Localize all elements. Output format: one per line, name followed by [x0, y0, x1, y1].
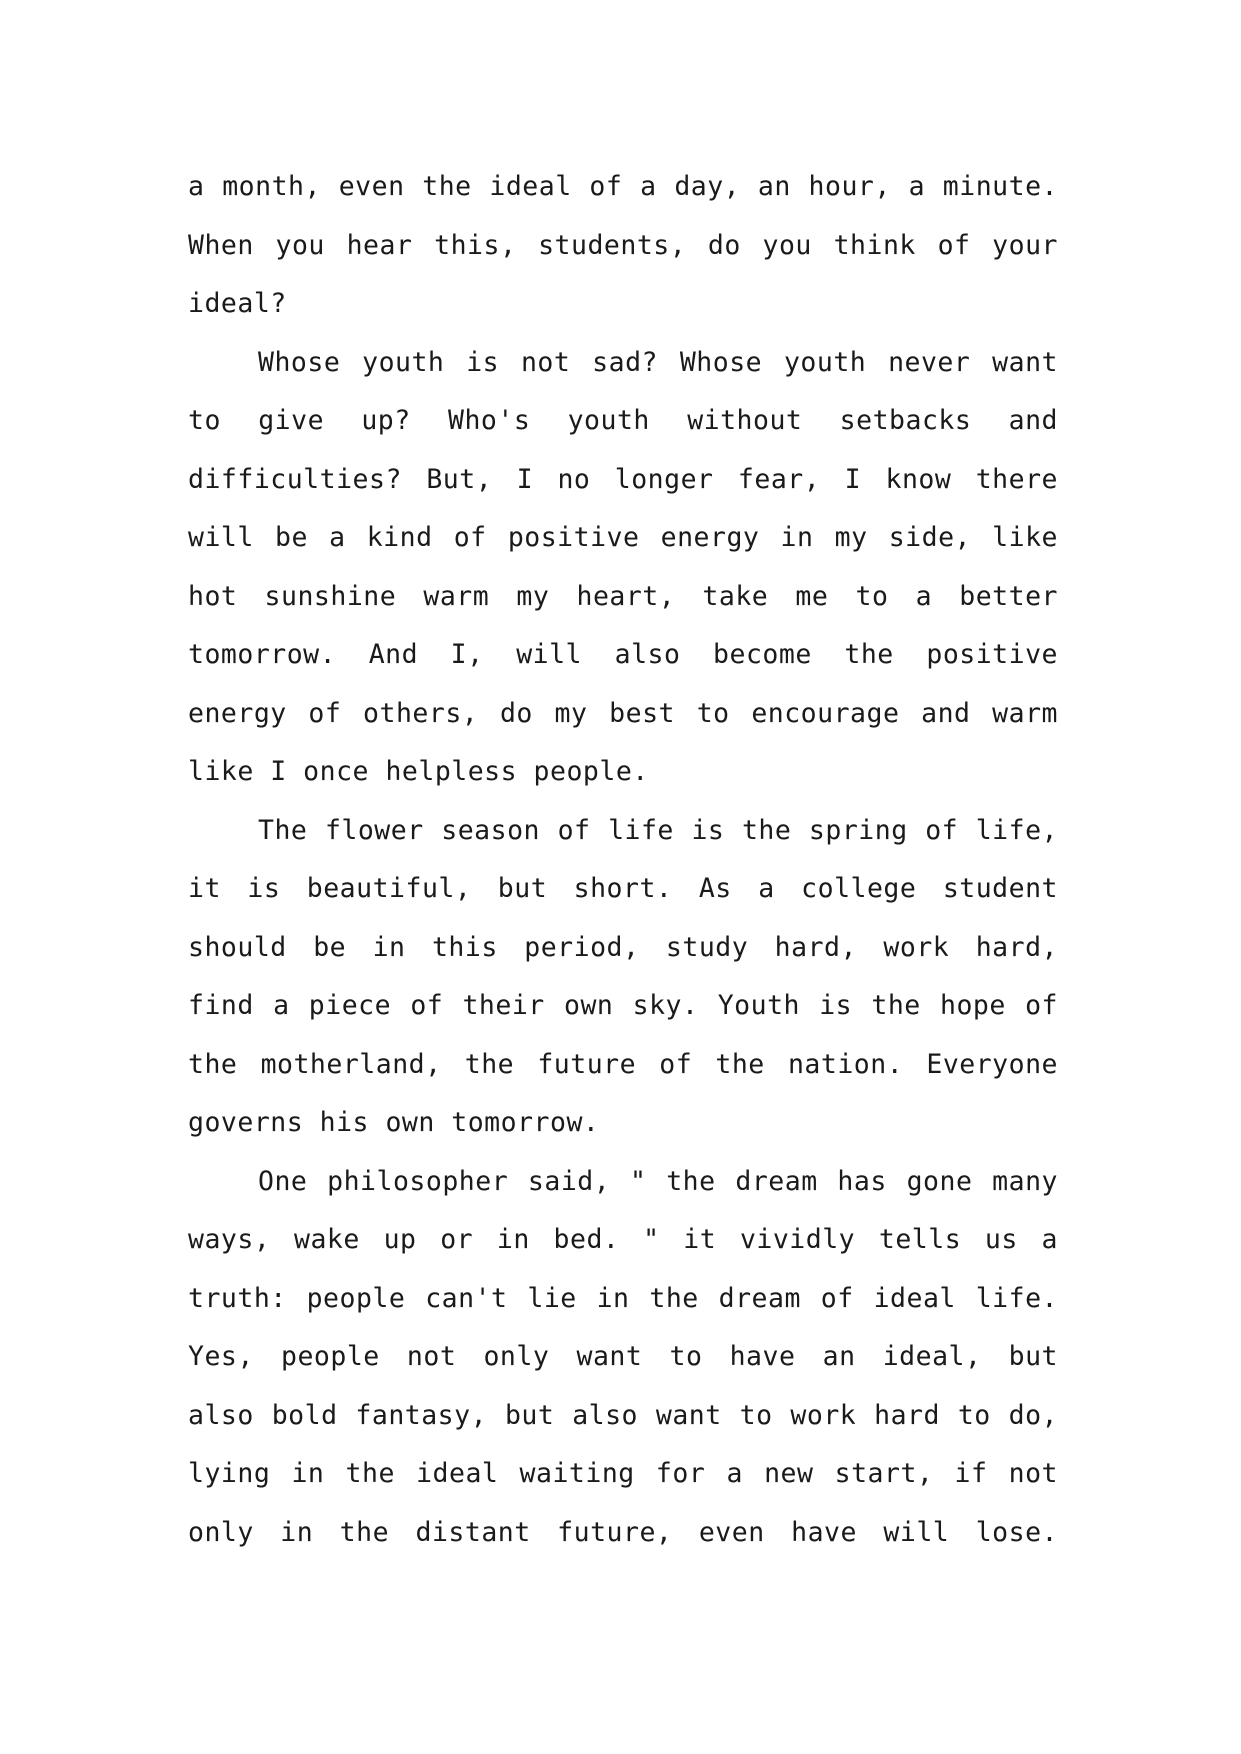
text-line: energy of others, do my best to encourage and warm [188, 697, 1058, 729]
text-line: will be a kind of positive energy in my side, like [188, 522, 1058, 553]
text-line: only in the distant future, even have will lose. [188, 1516, 1058, 1548]
text-line: also bold fantasy, but also want to work hard to do, [188, 1399, 1058, 1431]
text-line: should be in this period, study hard, work hard, [188, 931, 1058, 963]
text-line: difficulties? But, I no longer fear, I know there [188, 463, 1058, 495]
text-line: ways, wake up or in bed. " it vividly tells us a [188, 1224, 1058, 1255]
text-line: the motherland, the future of the nation. Everyone [188, 1048, 1058, 1080]
paragraph-first-line: The flower season of life is the spring of life, [258, 814, 1058, 846]
paragraph-first-line: Whose youth is not sad? Whose youth never want [258, 346, 1058, 378]
text-line: tomorrow. And I, will also become the positive [188, 639, 1058, 670]
text-line: a month, even the ideal of a day, an hour, a minute. [188, 171, 1058, 202]
text-line: When you hear this, students, do you think of your [188, 229, 1058, 261]
text-line: ideal? [188, 288, 287, 319]
text-line: it is beautiful, but short. As a college student [188, 873, 1058, 904]
text-line: to give up? Who's youth without setbacks and [188, 405, 1058, 436]
text-line: truth: people can't lie in the dream of ideal life. [188, 1282, 1058, 1314]
text-line: hot sunshine warm my heart, take me to a better [188, 580, 1058, 612]
text-line: Yes, people not only want to have an ideal, but [188, 1341, 1058, 1372]
paragraph-first-line: One philosopher said, " the dream has gone many [258, 1165, 1058, 1197]
text-line: lying in the ideal waiting for a new start, if not [188, 1458, 1058, 1489]
text-line: governs his own tomorrow. [188, 1107, 600, 1138]
text-line: like I once helpless people. [188, 756, 649, 787]
document-body [188, 158, 1058, 1562]
text-line: find a piece of their own sky. Youth is the hope of [188, 990, 1058, 1021]
